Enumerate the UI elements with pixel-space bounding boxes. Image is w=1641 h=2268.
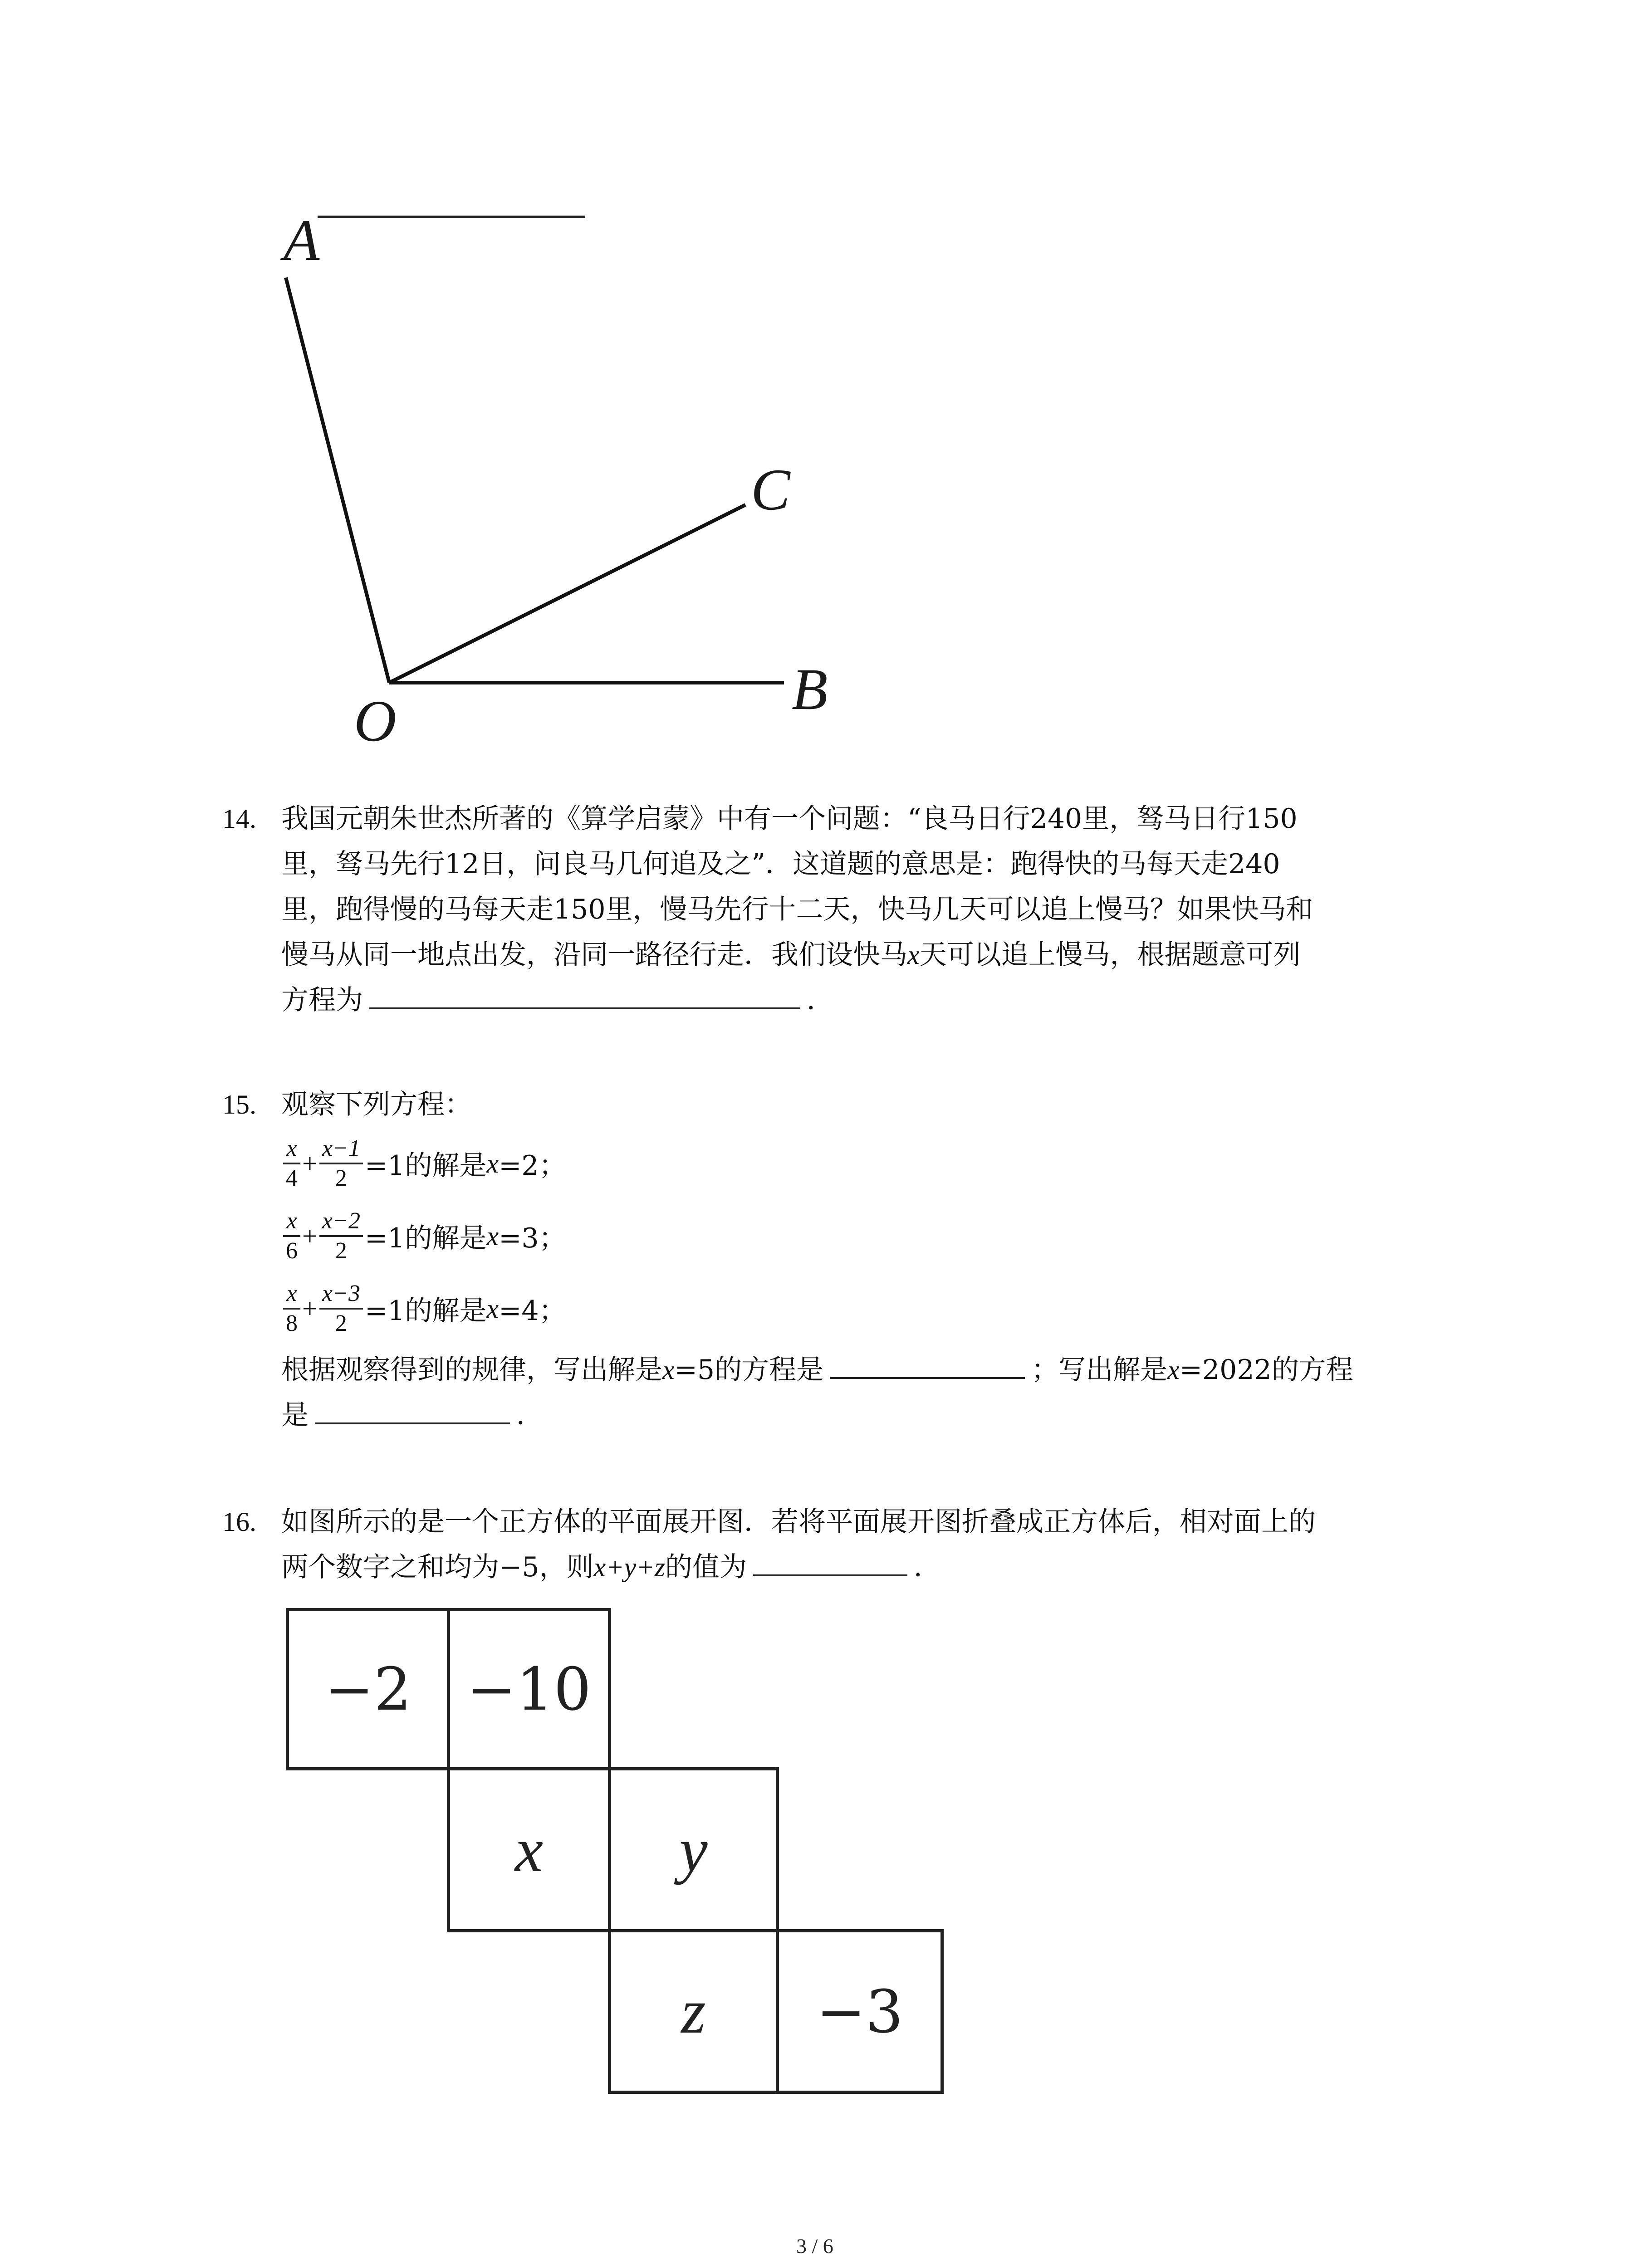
q16-number: 16. [222, 1507, 256, 1537]
q15-line-b: 是 ． [222, 1393, 1353, 1438]
net-cell-minus-3: −3 [776, 1929, 944, 2094]
q16-answer-blank[interactable] [753, 1547, 907, 1576]
question-14 [222, 796, 1313, 1023]
net-cell-z: z [608, 1929, 779, 2094]
q15-intro: 15. 观察下列方程： [222, 1082, 1353, 1127]
q14-answer-blank[interactable] [369, 980, 800, 1009]
q15-answer-blank-2[interactable] [315, 1395, 510, 1424]
q15-equation-1: $\frac{x}{4}$ + $\frac{x-1}{2}$ =1的解是 x =2； [281, 1127, 1353, 1200]
label-b: B [792, 657, 828, 722]
q14-line-1: 14. 我国元朝朱世杰所著的《算学启蒙》中有一个问题：“良马日行240里，驽马日行150 [222, 796, 1313, 841]
page-number: 3 / 6 [796, 2234, 833, 2258]
net-cell-x: x [447, 1767, 611, 1932]
q15-line-a: 根据观察得到的规律，写出解是x=5的方程是 ；写出解是x=2022的方程 [222, 1347, 1353, 1393]
label-a: A [284, 208, 320, 273]
ray-oa [286, 278, 389, 683]
q14-line-5: 方程为 ． [222, 978, 1313, 1023]
q16-line-1: 16. 如图所示的是一个正方体的平面展开图．若将平面展开图折叠成正方体后，相对面上的 [222, 1499, 1316, 1545]
q15-answer-blank-1[interactable] [830, 1350, 1025, 1379]
label-o: O [354, 689, 397, 754]
question-15 [222, 1082, 1353, 1438]
q14-number: 14. [222, 804, 256, 834]
net-cell-minus-10: −10 [447, 1608, 611, 1770]
label-c: C [751, 457, 790, 523]
question-16 [222, 1499, 1316, 1590]
q14-line-3: 里，跑得慢的马每天走150里，慢马先行十二天，快马几天可以追上慢马？如果快马和 [281, 894, 1313, 925]
net-cell-y: y [608, 1767, 779, 1932]
angle-diagram-svg [0, 0, 907, 771]
angle-figure [0, 0, 907, 771]
q15-equation-3: $\frac{x}{8}$ + $\frac{x-3}{2}$ =1的解是 x =4； [281, 1272, 1353, 1345]
q15-equation-list [222, 1127, 1353, 1345]
q15-number: 15. [222, 1090, 256, 1119]
q14-line-2: 里，驽马先行12日，问良马几何追及之”．这道题的意思是：跑得快的马每天走240 [281, 848, 1280, 880]
ray-oc [389, 505, 745, 683]
q14-line-4: 慢马从同一地点出发，沿同一路径行走．我们设快马x天可以追上慢马，根据题意可列 [281, 939, 1301, 971]
q16-line-2: 两个数字之和均为−5，则x+y+z的值为 ． [222, 1545, 1316, 1590]
q15-equation-2: $\frac{x}{6}$ + $\frac{x-2}{2}$ =1的解是 x =3； [281, 1200, 1353, 1272]
net-cell-minus-2: −2 [286, 1608, 450, 1770]
